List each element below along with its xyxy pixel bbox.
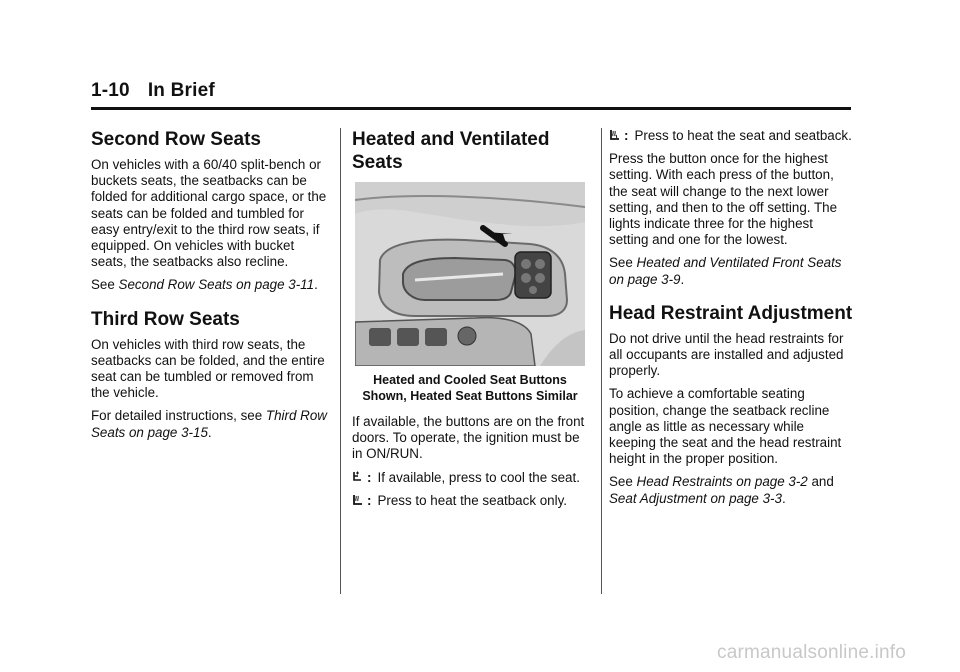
header-rule: [91, 107, 851, 110]
third-row-title: Third Row Seats: [91, 308, 240, 330]
page-header: [91, 80, 851, 102]
photo-caption: Heated and Cooled Seat Buttons Shown, Heated Seat Buttons Similar: [362, 373, 578, 403]
third-row-ref: Third Row Seats on page 3-15: [91, 408, 327, 440]
cool-instruction: : If available, press to cool the seat.: [352, 470, 588, 486]
column-2: [352, 128, 588, 516]
third-row-body: On vehicles with third row seats, the seatbacks can be folded, and the entire seat can be tumbled or removed from the vehicle.: [91, 336, 325, 401]
heated-seats-see: See Heated and Ventilated Front Seats on page 3-9.: [609, 255, 842, 287]
page-number: 1-10: [91, 80, 130, 101]
seat-adjustment-ref: Seat Adjustment on page 3-3: [609, 490, 782, 506]
head-restraint-p2: To achieve a comfortable seating position, change the seatback recline angle as little as necessary while keeping the seat and the head restraint height in the proper position.: [609, 386, 842, 467]
second-row-ref: Second Row Seats on page 3-11: [118, 277, 315, 293]
watermark: carmanualsonline.info: [717, 642, 907, 663]
third-row-see: For detailed instructions, see Third Row Seats on page 3-15.: [91, 408, 327, 440]
seatback-heat-icon: [352, 494, 363, 507]
column-1: [91, 128, 331, 448]
heated-ventilated-title: Heated and Ventilated Seats: [352, 129, 550, 173]
second-row-title: Second Row Seats: [91, 129, 261, 150]
second-row-see: See Second Row Seats on page 3-11.: [91, 277, 318, 293]
head-restraint-p1: Do not drive until the head restraints for all occupants are installed and adjusted properly.: [609, 330, 844, 379]
head-restraints-ref: Head Restraints on page 3-2: [636, 474, 808, 490]
head-restraint-see: See Head Restraints on page 3-2 and Seat Adjustment on page 3-3.: [609, 474, 834, 506]
head-restraint-title: Head Restraint Adjustment: [609, 302, 853, 324]
column-3: [609, 128, 854, 514]
seat-cool-icon: [352, 471, 363, 484]
second-row-body: On vehicles with a 60/40 split-bench or buckets seats, the seatbacks can be folded for additional cargo space, or the seats can be folded and tumbled for easy entry/exit to the third row seats, if equipped. On vehicles with bucket seats, the seatbacks also recline.: [91, 157, 327, 270]
column-divider: [601, 128, 602, 594]
seatback-instruction: : Press to heat the seatback only.: [352, 493, 588, 509]
buttons-intro: If available, the buttons are on the front doors. To operate, the ignition must be in ON/RUN.: [352, 414, 585, 462]
door-seat-buttons-photo: [355, 182, 585, 366]
seat-heat-icon: [609, 129, 620, 142]
seat-heat-instruction: : Press to heat the seat and seatback.: [609, 128, 854, 144]
section-title: In Brief: [147, 80, 215, 101]
column-divider: [340, 128, 341, 594]
heated-seats-ref: Heated and Ventilated Front Seats on page 3-9: [609, 255, 842, 287]
press-description: Press the button once for the highest setting. With each press of the button, the seat will change to the next lower setting, and then to the off setting. The lights indicate three for the highest setting and one for the lowest.: [609, 151, 838, 248]
